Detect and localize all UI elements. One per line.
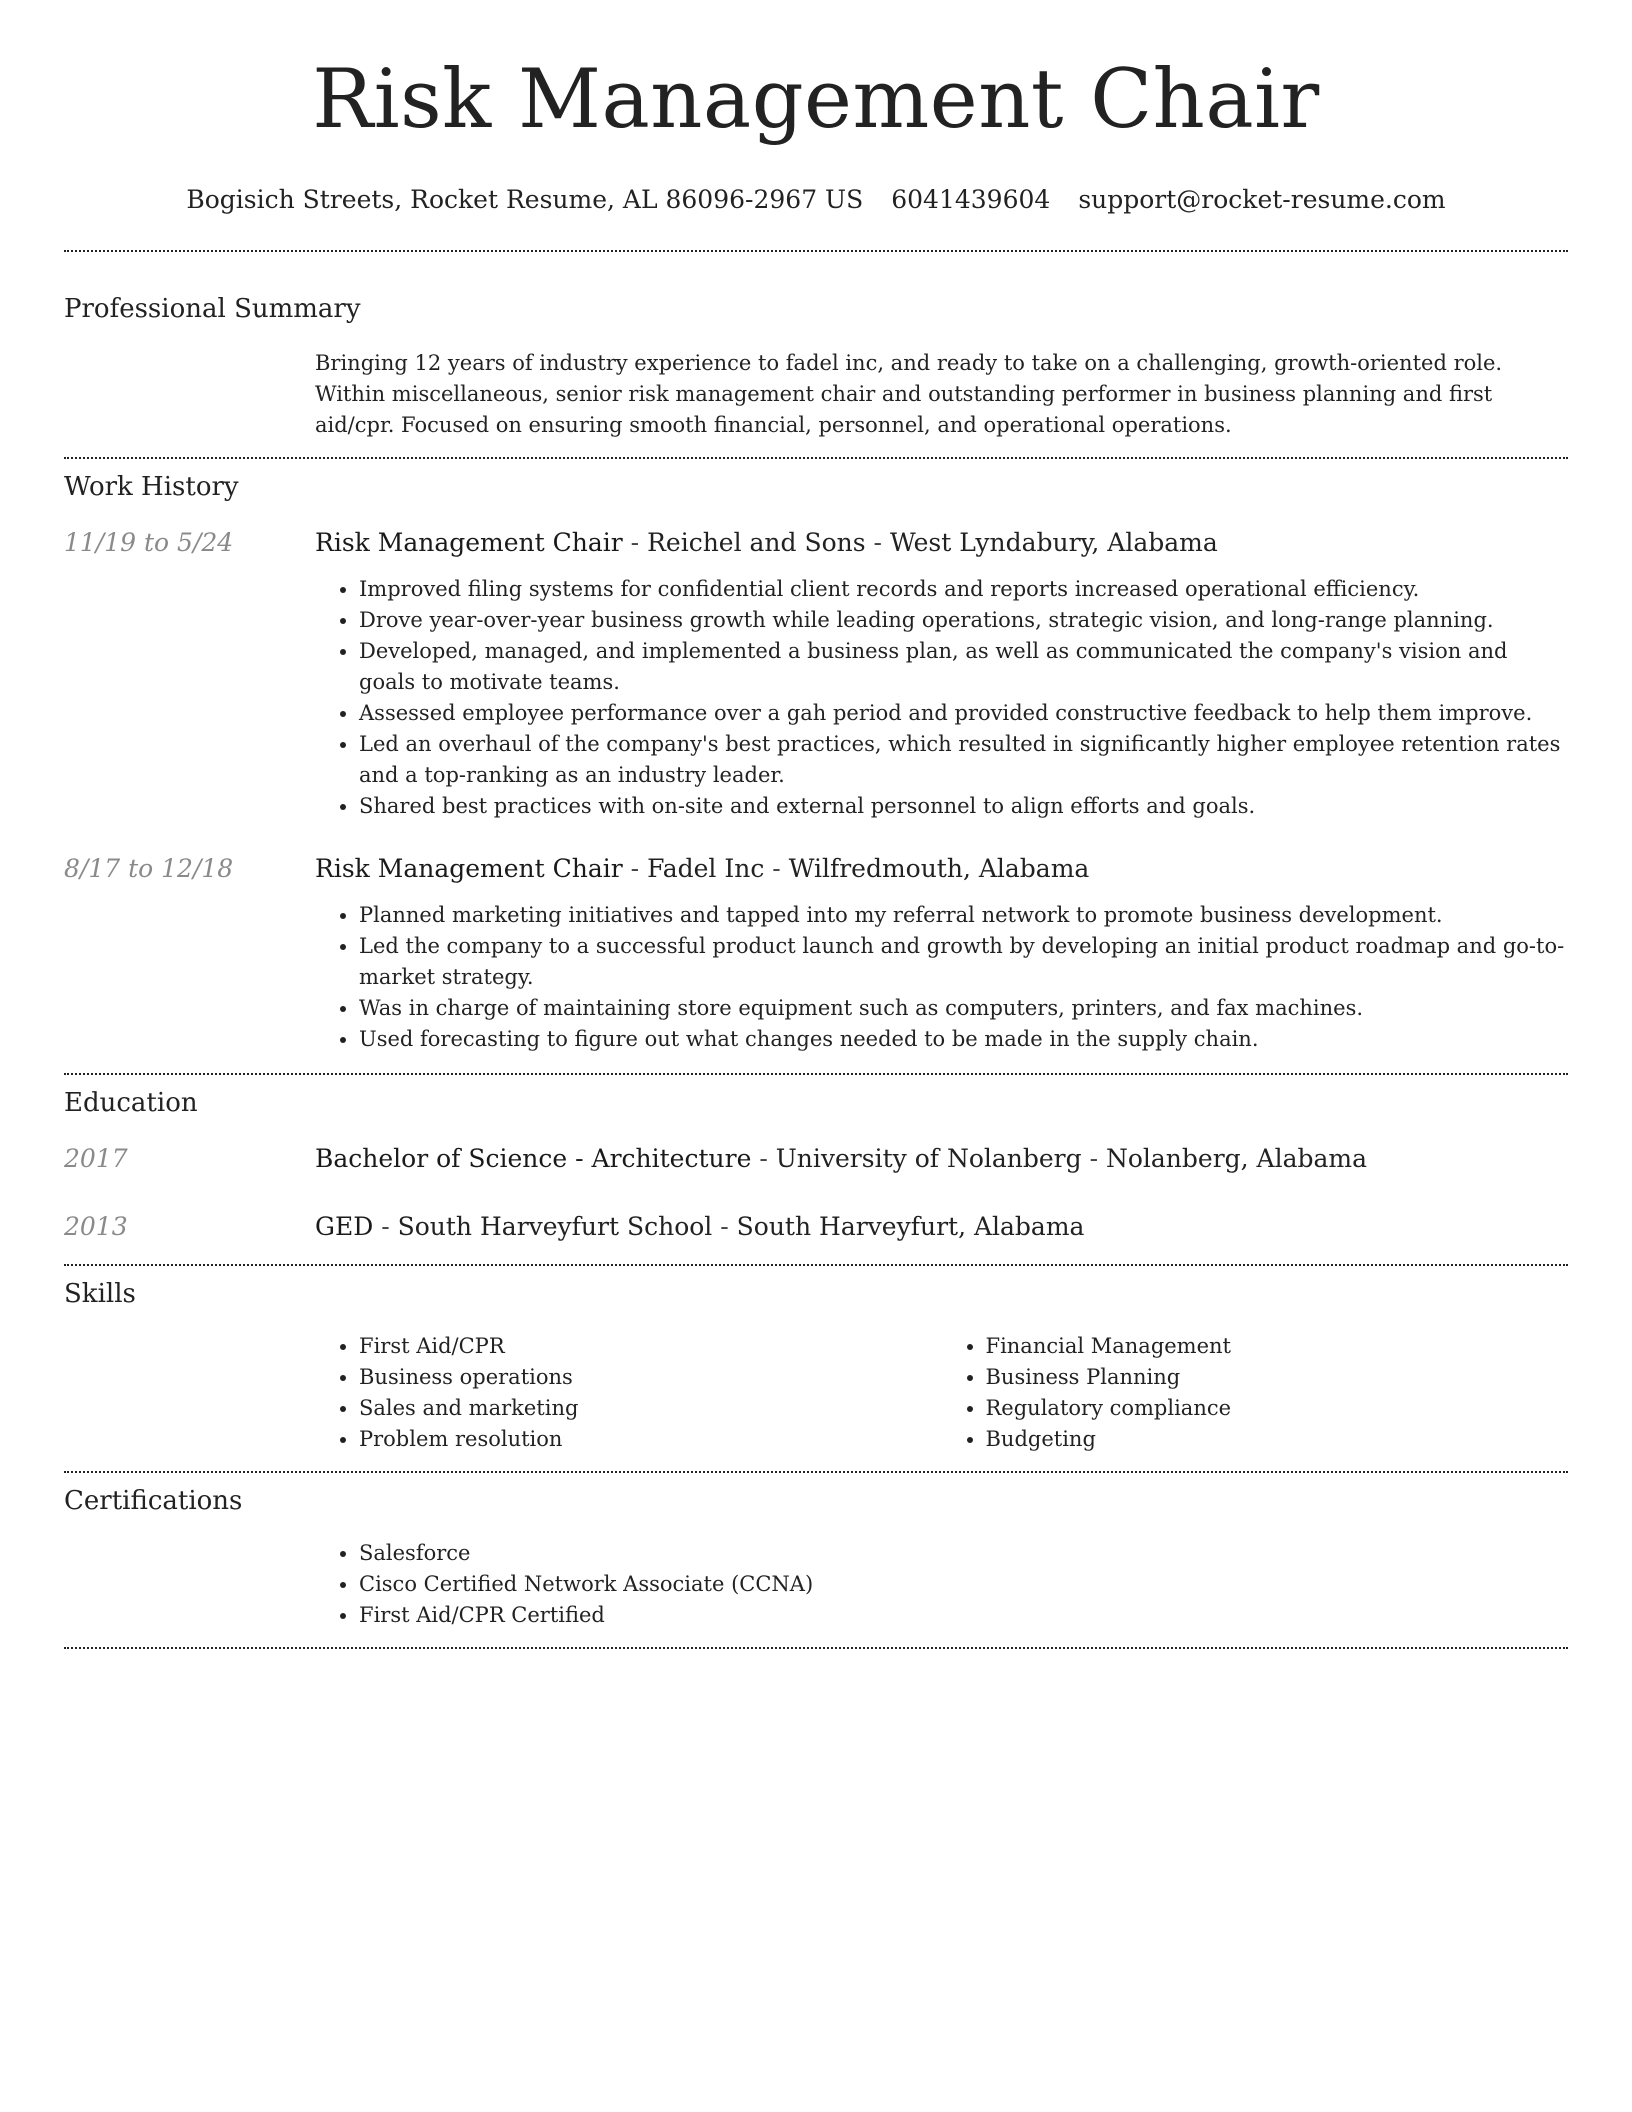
separator: - xyxy=(865,528,890,557)
resume-name: Risk Management Chair xyxy=(312,53,1320,147)
section-title-certifications: Certifications xyxy=(64,1486,243,1516)
divider xyxy=(64,457,1568,459)
job-bullet: • Drove year-over-year business growth while leading operations, strategic vision, and long-range planning. xyxy=(359,605,1568,636)
job-bullets xyxy=(315,900,1568,1055)
education-year: 2013 xyxy=(64,1212,128,1241)
contact-phone: 6041439604 xyxy=(891,185,1051,214)
skills-list-left xyxy=(315,1331,942,1455)
job-title-line xyxy=(315,852,1568,886)
job-bullet: • Was in charge of maintaining store equipment such as computers, printers, and fax machines. xyxy=(359,993,1568,1024)
education-degree: GED xyxy=(315,1212,374,1241)
separator: - xyxy=(751,1144,776,1173)
job-dates: 11/19 to 5/24 xyxy=(64,528,234,557)
skill-item: • Problem resolution xyxy=(359,1424,942,1455)
divider xyxy=(64,250,1568,252)
separator: - xyxy=(712,1212,737,1241)
job-title-line xyxy=(315,526,1568,560)
education-degree: Bachelor of Science - Architecture xyxy=(315,1144,752,1173)
education-entry xyxy=(64,1210,1568,1244)
skill-item: • Regulatory compliance xyxy=(986,1393,1569,1424)
separator: - xyxy=(373,1212,398,1241)
divider xyxy=(64,1264,1568,1266)
job-bullet: • Assessed employee performance over a gah period and provided constructive feedback to help them improve. xyxy=(359,698,1568,729)
skill-item: • Sales and marketing xyxy=(359,1393,942,1424)
skills-left-spacer xyxy=(64,1331,315,1455)
education-location: South Harveyfurt, Alabama xyxy=(736,1212,1085,1241)
certification-item: • Cisco Certified Network Associate (CCNA) xyxy=(359,1569,1568,1600)
summary-text: Bringing 12 years of industry experience to fadel inc, and ready to take on a challenging, growth-oriented role. Within miscellaneous, senior risk management chair and outstanding performer in business planning and first aid/cpr. Focused on ensuring smooth financial, personnel, and operational operations. xyxy=(315,351,1503,437)
skill-item: • Budgeting xyxy=(986,1424,1569,1455)
job-role: Risk Management Chair xyxy=(315,528,623,557)
job-location: Wilfredmouth, Alabama xyxy=(788,854,1090,883)
certification-item: • Salesforce xyxy=(359,1538,1568,1569)
section-title-work-history: Work History xyxy=(64,472,239,502)
certifications-body xyxy=(315,1538,1568,1631)
job-bullet: • Developed, managed, and implemented a business plan, as well as communicated the company's vision and goals to motivate teams. xyxy=(359,636,1568,698)
skills-list-right xyxy=(942,1331,1569,1455)
contact-line xyxy=(64,184,1568,216)
skill-item: • First Aid/CPR xyxy=(359,1331,942,1362)
job-entry xyxy=(64,526,1568,822)
job-bullet: • Improved filing systems for confidential client records and reports increased operational efficiency. xyxy=(359,574,1568,605)
certifications-row xyxy=(64,1538,1568,1631)
education-year: 2017 xyxy=(64,1144,128,1173)
contact-email: support@rocket-resume.com xyxy=(1078,185,1446,214)
job-entry xyxy=(64,852,1568,1055)
contact-address: Bogisich Streets, Rocket Resume, AL 86096-2967 US xyxy=(186,185,864,214)
education-school: South Harveyfurt School xyxy=(397,1212,713,1241)
job-bullet: • Shared best practices with on-site and external personnel to align efforts and goals. xyxy=(359,791,1568,822)
skill-item: • Financial Management xyxy=(986,1331,1569,1362)
skills-section xyxy=(64,1277,1568,1455)
certifications-list xyxy=(315,1538,1568,1631)
section-title-summary: Professional Summary xyxy=(64,294,361,324)
education-entry xyxy=(64,1142,1568,1176)
job-dates: 8/17 to 12/18 xyxy=(64,854,234,883)
education-location: Nolanberg, Alabama xyxy=(1105,1144,1368,1173)
divider xyxy=(64,1073,1568,1075)
divider xyxy=(64,1647,1568,1649)
section-title-education: Education xyxy=(64,1088,198,1118)
skill-item: • Business operations xyxy=(359,1362,942,1393)
skills-grid xyxy=(315,1331,1568,1455)
section-title-skills: Skills xyxy=(64,1279,136,1309)
job-bullet: • Used forecasting to figure out what changes needed to be made in the supply chain. xyxy=(359,1024,1568,1055)
summary-left-spacer xyxy=(64,348,315,441)
education-school: University of Nolanberg xyxy=(775,1144,1082,1173)
separator: - xyxy=(764,854,789,883)
divider xyxy=(64,1471,1568,1473)
education-title-line xyxy=(315,1142,1568,1176)
job-bullet: • Led an overhaul of the company's best practices, which resulted in significantly higher employee retention rates and a top-ranking as an industry leader. xyxy=(359,729,1568,791)
work-history-section xyxy=(64,470,1568,1055)
certification-item: • First Aid/CPR Certified xyxy=(359,1600,1568,1631)
job-body xyxy=(315,852,1568,1055)
job-body xyxy=(315,526,1568,822)
job-company: Fadel Inc xyxy=(647,854,765,883)
job-bullets xyxy=(315,574,1568,822)
skills-row xyxy=(64,1331,1568,1455)
job-location: West Lyndabury, Alabama xyxy=(889,528,1218,557)
job-role: Risk Management Chair xyxy=(315,854,623,883)
separator: - xyxy=(622,528,648,557)
separator: - xyxy=(1081,1144,1106,1173)
job-bullet: • Led the company to a successful product launch and growth by developing an initial product roadmap and go-to-market strategy. xyxy=(359,931,1568,993)
certifications-left-spacer xyxy=(64,1538,315,1631)
job-bullet: • Planned marketing initiatives and tapped into my referral network to promote business development. xyxy=(359,900,1568,931)
job-company: Reichel and Sons xyxy=(647,528,866,557)
summary-row xyxy=(64,348,1568,441)
separator: - xyxy=(622,854,648,883)
skill-item: • Business Planning xyxy=(986,1362,1569,1393)
education-section xyxy=(64,1086,1568,1244)
summary-section xyxy=(64,292,1568,441)
certifications-section xyxy=(64,1484,1568,1631)
education-title-line xyxy=(315,1210,1568,1244)
